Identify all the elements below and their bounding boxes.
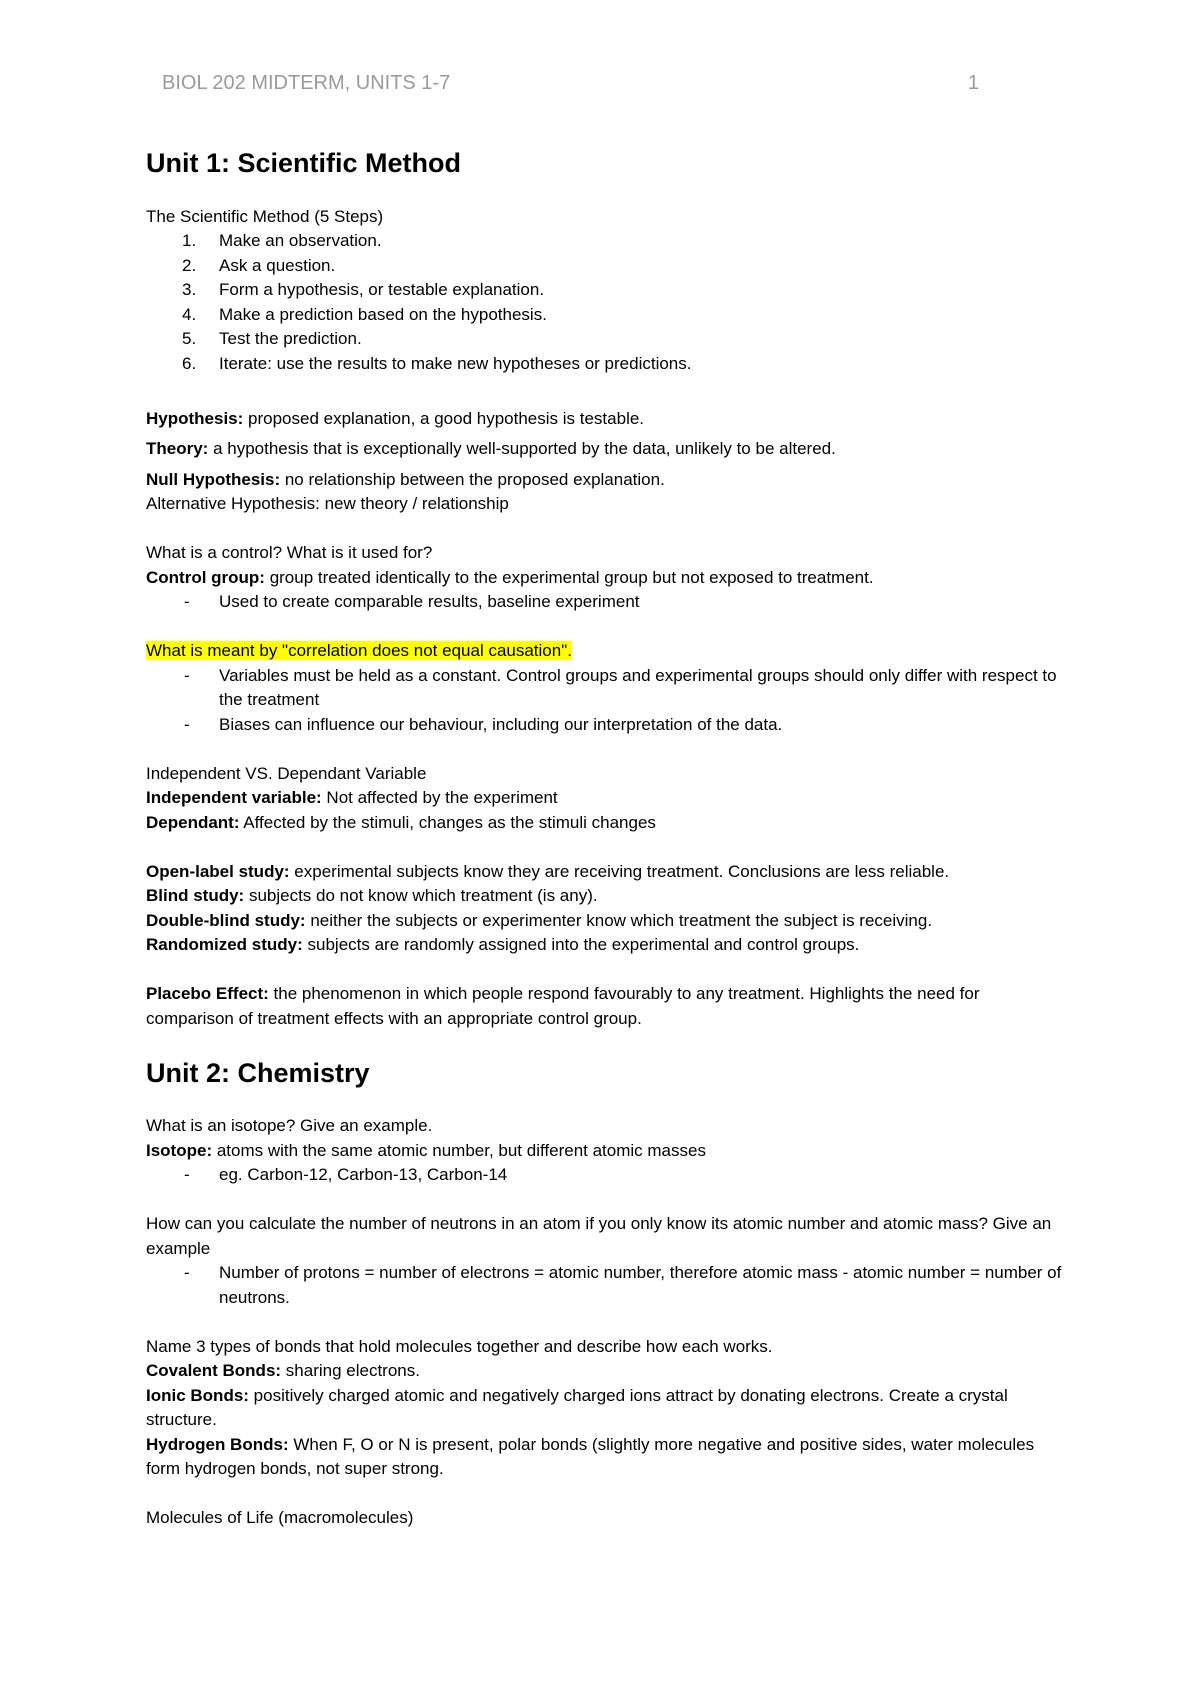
list-item: 5. Test the prediction.: [182, 329, 362, 348]
placebo-definition: Placebo Effect: the phenomenon in which people respond favourably to any treatment. Highlights the need for comparison of treatment effects with an appropriate control group.: [146, 984, 980, 1028]
correlation-question: [146, 639, 1066, 664]
neutron-bullets: [146, 1261, 1066, 1310]
control-bullets: [146, 590, 1066, 615]
list-item: - Biases can influence our behaviour, including our interpretation of the data.: [146, 713, 1066, 738]
hydrogen-bonds-definition: Hydrogen Bonds: When F, O or N is present, polar bonds (slightly more negative and positive sides, water molecules form hydrogen bonds, not super strong.: [146, 1434, 1035, 1478]
unit1-heading: Unit 1: Scientific Method: [146, 148, 462, 178]
open-label-definition: Open-label study: experimental subjects know they are receiving treatment. Conclusions are less reliable.: [146, 861, 950, 881]
double-blind-definition: Double-blind study: neither the subjects or experimenter know which treatment the subject is receiving.: [146, 910, 933, 930]
variables-intro: Independent VS. Dependant Variable: [146, 763, 427, 783]
list-item: 3. Form a hypothesis, or testable explanation.: [182, 280, 545, 299]
null-hypothesis-definition: Null Hypothesis: no relationship between the proposed explanation.: [146, 469, 665, 489]
highlighted-text: What is meant by "correlation does not equal causation".: [146, 641, 572, 660]
list-item: - eg. Carbon-12, Carbon-13, Carbon-14: [146, 1163, 1066, 1188]
list-item: - Used to create comparable results, baseline experiment: [146, 590, 1066, 615]
document-body: [146, 146, 1066, 1531]
alternative-hypothesis: Alternative Hypothesis: new theory / relationship: [146, 494, 509, 513]
scientific-method-steps: [146, 229, 1066, 376]
list-item: 2. Ask a question.: [182, 255, 336, 275]
list-item: - Variables must be held as a constant. Control groups and experimental groups should only differ with respect to the treatment: [146, 664, 1066, 713]
control-question: What is a control? What is it used for?: [146, 543, 433, 562]
list-item: 1. Make an observation.: [182, 231, 382, 250]
header-title: BIOL 202 MIDTERM, UNITS 1-7: [162, 72, 451, 94]
correlation-bullets: [146, 664, 1066, 738]
isotope-question: What is an isotope? Give an example.: [146, 1116, 433, 1135]
list-item: 6. Iterate: use the results to make new hypotheses or predictions.: [182, 353, 692, 373]
list-item: - Number of protons = number of electrons = atomic number, therefore atomic mass - atomic number = number of neutrons.: [146, 1261, 1066, 1310]
control-group-definition: Control group: group treated identically to the experimental group but not exposed to treatment.: [146, 567, 874, 587]
randomized-definition: Randomized study: subjects are randomly assigned into the experimental and control groups.: [146, 935, 860, 954]
hypothesis-definition: Hypothesis: proposed explanation, a good hypothesis is testable.: [146, 408, 645, 428]
isotope-definition: Isotope: atoms with the same atomic number, but different atomic masses: [146, 1140, 706, 1160]
theory-definition: Theory: a hypothesis that is exceptionally well-supported by the data, unlikely to be altered.: [146, 439, 836, 458]
molecules-of-life: Molecules of Life (macromolecules): [146, 1508, 414, 1527]
ionic-bonds-definition: Ionic Bonds: positively charged atomic and negatively charged ions attract by donating electrons. Create a crystal structure.: [146, 1385, 1008, 1429]
blind-study-definition: Blind study: subjects do not know which treatment (is any).: [146, 886, 598, 905]
page-header: [162, 72, 1060, 102]
list-item: 4. Make a prediction based on the hypothesis.: [182, 304, 547, 324]
neutron-question: How can you calculate the number of neutrons in an atom if you only know its atomic number and atomic mass? Give an example: [146, 1214, 1052, 1258]
bonds-question: Name 3 types of bonds that hold molecules together and describe how each works.: [146, 1336, 773, 1356]
unit2-heading: Unit 2: Chemistry: [146, 1057, 370, 1088]
isotope-bullets: [146, 1163, 1066, 1188]
independent-variable-definition: Independent variable: Not affected by the experiment: [146, 788, 558, 807]
steps-intro: The Scientific Method (5 Steps): [146, 206, 384, 226]
page-number: 1: [967, 72, 979, 94]
dependant-variable-definition: Dependant: Affected by the stimuli, changes as the stimuli changes: [146, 812, 656, 832]
covalent-bonds-definition: Covalent Bonds: sharing electrons.: [146, 1361, 420, 1380]
